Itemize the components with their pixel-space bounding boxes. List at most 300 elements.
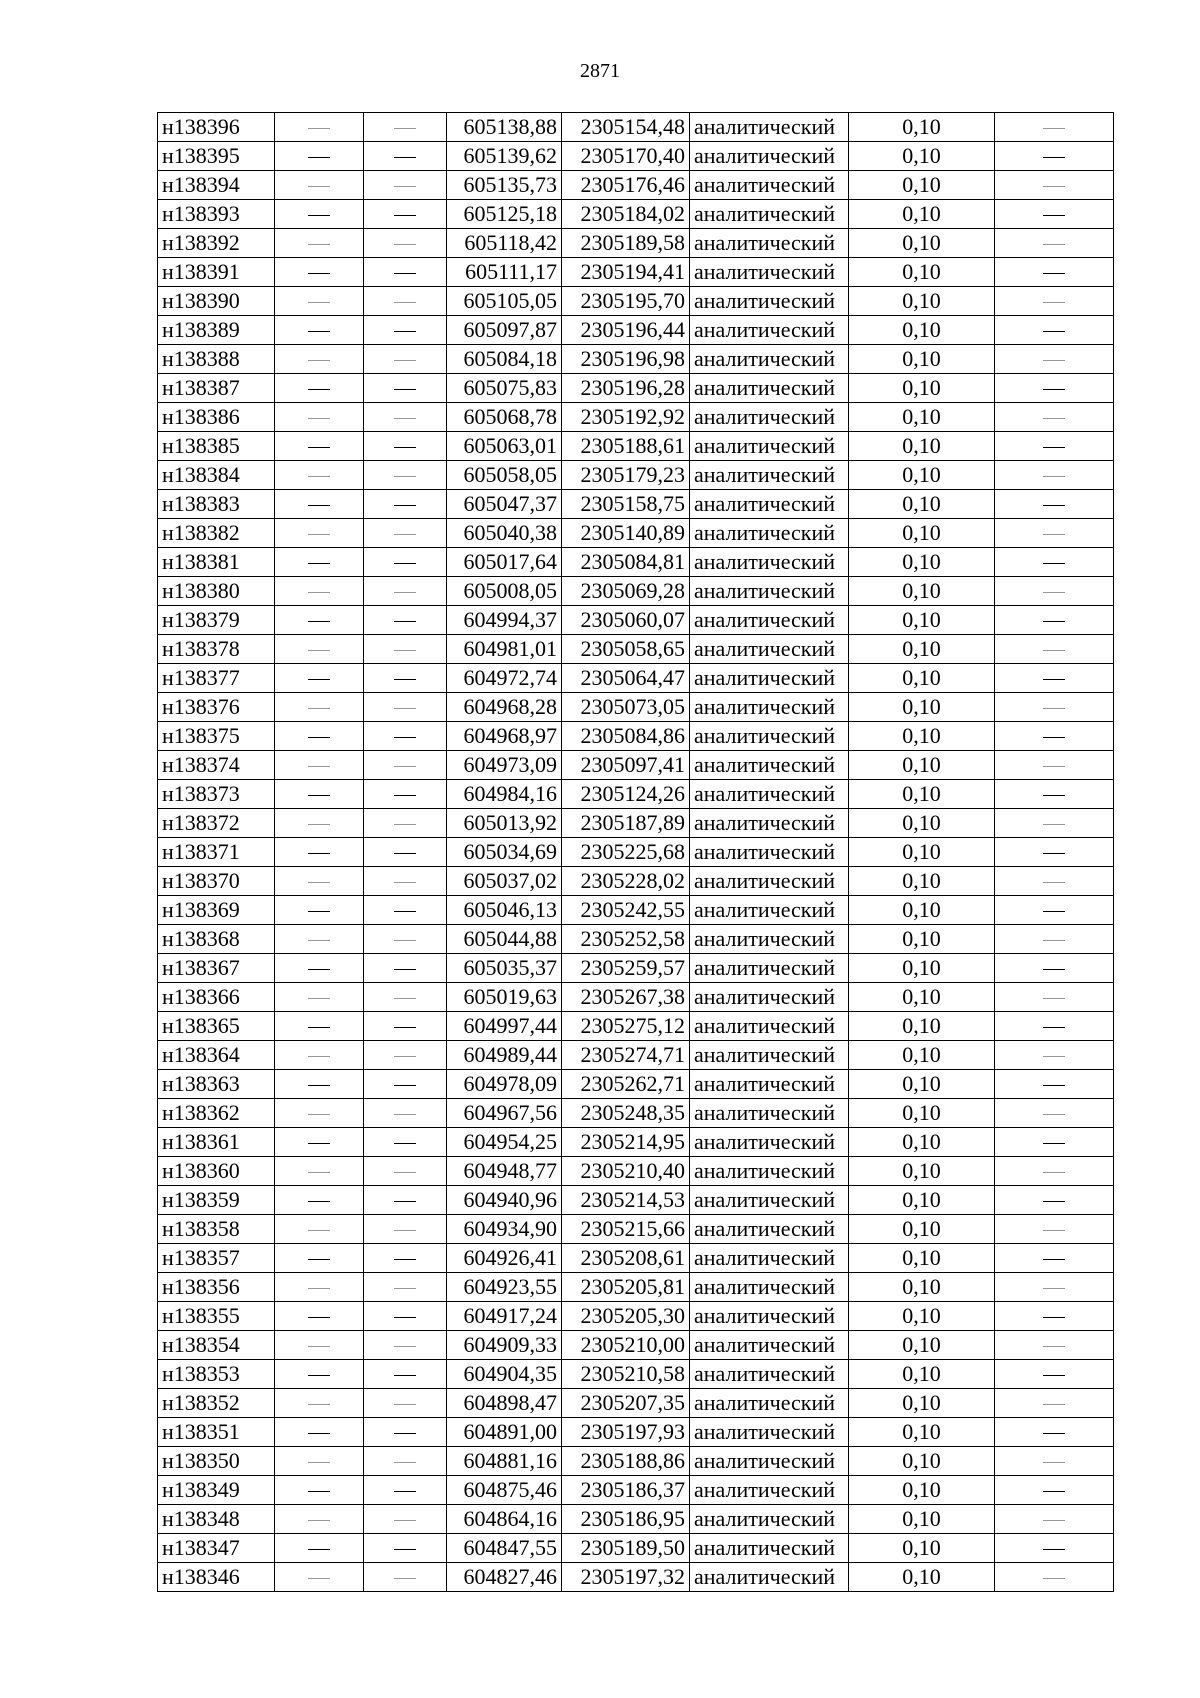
em-dash (308, 418, 330, 419)
accuracy-cell: 0,10 (849, 1244, 995, 1273)
dash-cell (275, 374, 364, 403)
accuracy-cell: 0,10 (849, 200, 995, 229)
em-dash (394, 998, 416, 999)
coord-y-cell: 2305124,26 (562, 780, 690, 809)
em-dash (308, 505, 330, 506)
dash-cell (364, 1302, 447, 1331)
em-dash (308, 882, 330, 883)
point-id-cell: н138357 (158, 1244, 275, 1273)
method-cell: аналитический (690, 664, 849, 693)
dash-cell (995, 345, 1114, 374)
coord-y-cell: 2305197,32 (562, 1563, 690, 1592)
accuracy-cell: 0,10 (849, 258, 995, 287)
method-cell: аналитический (690, 1128, 849, 1157)
em-dash (308, 273, 330, 274)
table-row (158, 316, 1114, 345)
coord-x-cell: 604997,44 (447, 1012, 562, 1041)
dash-cell (364, 751, 447, 780)
dash-cell (364, 171, 447, 200)
dash-cell (995, 925, 1114, 954)
coord-y-cell: 2305197,93 (562, 1418, 690, 1447)
em-dash (394, 1143, 416, 1144)
dash-cell (995, 954, 1114, 983)
dash-cell (364, 896, 447, 925)
em-dash (394, 853, 416, 854)
accuracy-cell: 0,10 (849, 664, 995, 693)
em-dash (308, 1201, 330, 1202)
em-dash (1043, 1230, 1065, 1231)
coord-x-cell: 605075,83 (447, 374, 562, 403)
em-dash (394, 969, 416, 970)
coord-x-cell: 604981,01 (447, 635, 562, 664)
em-dash (308, 1259, 330, 1260)
coord-y-cell: 2305225,68 (562, 838, 690, 867)
dash-cell (275, 838, 364, 867)
method-cell: аналитический (690, 1389, 849, 1418)
em-dash (394, 1520, 416, 1521)
method-cell: аналитический (690, 1244, 849, 1273)
accuracy-cell: 0,10 (849, 693, 995, 722)
accuracy-cell: 0,10 (849, 867, 995, 896)
coord-y-cell: 2305262,71 (562, 1070, 690, 1099)
em-dash (308, 1172, 330, 1173)
table-row (158, 1418, 1114, 1447)
dash-cell (364, 287, 447, 316)
dash-cell (364, 577, 447, 606)
point-id-cell: н138367 (158, 954, 275, 983)
em-dash (394, 737, 416, 738)
accuracy-cell: 0,10 (849, 1215, 995, 1244)
coord-x-cell: 605138,88 (447, 113, 562, 142)
method-cell: аналитический (690, 1331, 849, 1360)
em-dash (1043, 128, 1065, 129)
dash-cell (364, 635, 447, 664)
method-cell: аналитический (690, 693, 849, 722)
point-id-cell: н138361 (158, 1128, 275, 1157)
em-dash (394, 1404, 416, 1405)
dash-cell (275, 461, 364, 490)
accuracy-cell: 0,10 (849, 548, 995, 577)
em-dash (394, 679, 416, 680)
accuracy-cell: 0,10 (849, 519, 995, 548)
accuracy-cell: 0,10 (849, 1476, 995, 1505)
coord-x-cell: 605118,42 (447, 229, 562, 258)
method-cell: аналитический (690, 1041, 849, 1070)
point-id-cell: н138350 (158, 1447, 275, 1476)
em-dash (394, 940, 416, 941)
point-id-cell: н138394 (158, 171, 275, 200)
dash-cell (995, 751, 1114, 780)
table-row (158, 548, 1114, 577)
dash-cell (995, 1157, 1114, 1186)
em-dash (1043, 882, 1065, 883)
em-dash (308, 1317, 330, 1318)
dash-cell (995, 1302, 1114, 1331)
point-id-cell: н138372 (158, 809, 275, 838)
coord-y-cell: 2305275,12 (562, 1012, 690, 1041)
method-cell: аналитический (690, 1273, 849, 1302)
point-id-cell: н138359 (158, 1186, 275, 1215)
dash-cell (995, 1476, 1114, 1505)
method-cell: аналитический (690, 1418, 849, 1447)
method-cell: аналитический (690, 751, 849, 780)
point-id-cell: н138385 (158, 432, 275, 461)
coord-y-cell: 2305248,35 (562, 1099, 690, 1128)
em-dash (308, 1085, 330, 1086)
dash-cell (995, 693, 1114, 722)
coord-x-cell: 604994,37 (447, 606, 562, 635)
accuracy-cell: 0,10 (849, 1128, 995, 1157)
em-dash (308, 650, 330, 651)
dash-cell (995, 1389, 1114, 1418)
dash-cell (995, 1360, 1114, 1389)
em-dash (308, 1143, 330, 1144)
coord-x-cell: 605139,62 (447, 142, 562, 171)
point-id-cell: н138373 (158, 780, 275, 809)
coord-x-cell: 604909,33 (447, 1331, 562, 1360)
dash-cell (364, 1012, 447, 1041)
coord-y-cell: 2305205,81 (562, 1273, 690, 1302)
table-row (158, 1157, 1114, 1186)
table-row (158, 200, 1114, 229)
accuracy-cell: 0,10 (849, 1534, 995, 1563)
em-dash (308, 157, 330, 158)
em-dash (1043, 1462, 1065, 1463)
dash-cell (364, 780, 447, 809)
coord-x-cell: 605035,37 (447, 954, 562, 983)
dash-cell (275, 635, 364, 664)
em-dash (308, 1056, 330, 1057)
em-dash (394, 1578, 416, 1579)
accuracy-cell: 0,10 (849, 1360, 995, 1389)
dash-cell (364, 316, 447, 345)
coord-x-cell: 604968,28 (447, 693, 562, 722)
accuracy-cell: 0,10 (849, 606, 995, 635)
em-dash (308, 1520, 330, 1521)
point-id-cell: н138356 (158, 1273, 275, 1302)
em-dash (308, 1578, 330, 1579)
method-cell: аналитический (690, 1215, 849, 1244)
em-dash (394, 1259, 416, 1260)
coord-x-cell: 604940,96 (447, 1186, 562, 1215)
accuracy-cell: 0,10 (849, 983, 995, 1012)
method-cell: аналитический (690, 287, 849, 316)
coord-y-cell: 2305214,53 (562, 1186, 690, 1215)
coord-y-cell: 2305158,75 (562, 490, 690, 519)
em-dash (1043, 1259, 1065, 1260)
coord-x-cell: 605019,63 (447, 983, 562, 1012)
point-id-cell: н138352 (158, 1389, 275, 1418)
coord-x-cell: 605034,69 (447, 838, 562, 867)
point-id-cell: н138386 (158, 403, 275, 432)
dash-cell (364, 1244, 447, 1273)
em-dash (308, 1288, 330, 1289)
point-id-cell: н138371 (158, 838, 275, 867)
dash-cell (995, 374, 1114, 403)
accuracy-cell: 0,10 (849, 635, 995, 664)
point-id-cell: н138362 (158, 1099, 275, 1128)
coord-y-cell: 2305189,58 (562, 229, 690, 258)
dash-cell (995, 1244, 1114, 1273)
em-dash (394, 1462, 416, 1463)
dash-cell (995, 635, 1114, 664)
dash-cell (275, 809, 364, 838)
method-cell: аналитический (690, 780, 849, 809)
em-dash (394, 1027, 416, 1028)
point-id-cell: н138354 (158, 1331, 275, 1360)
point-id-cell: н138351 (158, 1418, 275, 1447)
dash-cell (995, 490, 1114, 519)
em-dash (1043, 534, 1065, 535)
em-dash (1043, 273, 1065, 274)
dash-cell (364, 113, 447, 142)
coord-y-cell: 2305154,48 (562, 113, 690, 142)
method-cell: аналитический (690, 374, 849, 403)
em-dash (308, 1346, 330, 1347)
coord-y-cell: 2305196,28 (562, 374, 690, 403)
dash-cell (364, 1041, 447, 1070)
point-id-cell: н138353 (158, 1360, 275, 1389)
table-row (158, 287, 1114, 316)
point-id-cell: н138393 (158, 200, 275, 229)
dash-cell (364, 258, 447, 287)
em-dash (394, 1288, 416, 1289)
em-dash (1043, 1288, 1065, 1289)
accuracy-cell: 0,10 (849, 287, 995, 316)
dash-cell (364, 983, 447, 1012)
dash-cell (275, 1302, 364, 1331)
coord-x-cell: 605047,37 (447, 490, 562, 519)
dash-cell (995, 664, 1114, 693)
table-row (158, 171, 1114, 200)
accuracy-cell: 0,10 (849, 1273, 995, 1302)
dash-cell (275, 1215, 364, 1244)
method-cell: аналитический (690, 113, 849, 142)
accuracy-cell: 0,10 (849, 780, 995, 809)
method-cell: аналитический (690, 1012, 849, 1041)
em-dash (394, 273, 416, 274)
dash-cell (364, 548, 447, 577)
coord-x-cell: 604891,00 (447, 1418, 562, 1447)
em-dash (394, 766, 416, 767)
dash-cell (364, 1389, 447, 1418)
coord-y-cell: 2305170,40 (562, 142, 690, 171)
dash-cell (995, 1012, 1114, 1041)
accuracy-cell: 0,10 (849, 142, 995, 171)
dash-cell (364, 432, 447, 461)
em-dash (1043, 1578, 1065, 1579)
dash-cell (364, 1070, 447, 1099)
point-id-cell: н138358 (158, 1215, 275, 1244)
dash-cell (275, 693, 364, 722)
table-row (158, 1476, 1114, 1505)
table-row (158, 1128, 1114, 1157)
accuracy-cell: 0,10 (849, 1041, 995, 1070)
dash-cell (364, 403, 447, 432)
em-dash (1043, 766, 1065, 767)
accuracy-cell: 0,10 (849, 1157, 995, 1186)
method-cell: аналитический (690, 490, 849, 519)
table-row (158, 722, 1114, 751)
em-dash (1043, 1433, 1065, 1434)
accuracy-cell: 0,10 (849, 751, 995, 780)
dash-cell (995, 548, 1114, 577)
method-cell: аналитический (690, 577, 849, 606)
dash-cell (364, 374, 447, 403)
em-dash (308, 534, 330, 535)
dash-cell (995, 171, 1114, 200)
coord-x-cell: 605046,13 (447, 896, 562, 925)
dash-cell (364, 925, 447, 954)
coord-x-cell: 605105,05 (447, 287, 562, 316)
table-row (158, 1563, 1114, 1592)
em-dash (308, 621, 330, 622)
method-cell: аналитический (690, 1476, 849, 1505)
em-dash (394, 186, 416, 187)
method-cell: аналитический (690, 1447, 849, 1476)
coord-y-cell: 2305097,41 (562, 751, 690, 780)
em-dash (308, 244, 330, 245)
em-dash (1043, 1346, 1065, 1347)
em-dash (1043, 1085, 1065, 1086)
em-dash (308, 1491, 330, 1492)
em-dash (1043, 1143, 1065, 1144)
coord-x-cell: 605135,73 (447, 171, 562, 200)
em-dash (308, 853, 330, 854)
dash-cell (995, 1041, 1114, 1070)
dash-cell (995, 780, 1114, 809)
dash-cell (275, 1534, 364, 1563)
em-dash (1043, 1172, 1065, 1173)
em-dash (394, 1375, 416, 1376)
dash-cell (364, 1273, 447, 1302)
dash-cell (995, 1331, 1114, 1360)
accuracy-cell: 0,10 (849, 954, 995, 983)
method-cell: аналитический (690, 1360, 849, 1389)
coord-y-cell: 2305186,95 (562, 1505, 690, 1534)
accuracy-cell: 0,10 (849, 1331, 995, 1360)
dash-cell (275, 664, 364, 693)
em-dash (1043, 1491, 1065, 1492)
coord-x-cell: 604984,16 (447, 780, 562, 809)
dash-cell (275, 896, 364, 925)
dash-cell (275, 171, 364, 200)
dash-cell (364, 838, 447, 867)
coord-y-cell: 2305210,40 (562, 1157, 690, 1186)
point-id-cell: н138383 (158, 490, 275, 519)
em-dash (1043, 186, 1065, 187)
coord-y-cell: 2305242,55 (562, 896, 690, 925)
point-id-cell: н138387 (158, 374, 275, 403)
dash-cell (275, 1476, 364, 1505)
method-cell: аналитический (690, 403, 849, 432)
point-id-cell: н138363 (158, 1070, 275, 1099)
point-id-cell: н138378 (158, 635, 275, 664)
accuracy-cell: 0,10 (849, 722, 995, 751)
point-id-cell: н138396 (158, 113, 275, 142)
dash-cell (995, 258, 1114, 287)
coord-y-cell: 2305196,44 (562, 316, 690, 345)
em-dash (394, 215, 416, 216)
dash-cell (364, 1447, 447, 1476)
em-dash (1043, 708, 1065, 709)
dash-cell (995, 867, 1114, 896)
table-row (158, 693, 1114, 722)
dash-cell (995, 200, 1114, 229)
dash-cell (275, 983, 364, 1012)
point-id-cell: н138392 (158, 229, 275, 258)
em-dash (1043, 824, 1065, 825)
accuracy-cell: 0,10 (849, 490, 995, 519)
table-row (158, 1389, 1114, 1418)
em-dash (308, 302, 330, 303)
method-cell: аналитический (690, 461, 849, 490)
coord-x-cell: 605008,05 (447, 577, 562, 606)
dash-cell (275, 316, 364, 345)
coord-x-cell: 604926,41 (447, 1244, 562, 1273)
coord-x-cell: 604904,35 (447, 1360, 562, 1389)
coord-x-cell: 604917,24 (447, 1302, 562, 1331)
em-dash (308, 824, 330, 825)
dash-cell (275, 1186, 364, 1215)
em-dash (394, 389, 416, 390)
point-id-cell: н138389 (158, 316, 275, 345)
em-dash (308, 1375, 330, 1376)
accuracy-cell: 0,10 (849, 171, 995, 200)
em-dash (308, 1114, 330, 1115)
method-cell: аналитический (690, 809, 849, 838)
table-row (158, 954, 1114, 983)
em-dash (394, 1317, 416, 1318)
point-id-cell: н138355 (158, 1302, 275, 1331)
dash-cell (275, 1157, 364, 1186)
table-row (158, 867, 1114, 896)
point-id-cell: н138377 (158, 664, 275, 693)
dash-cell (995, 606, 1114, 635)
method-cell: аналитический (690, 200, 849, 229)
dash-cell (275, 1389, 364, 1418)
dash-cell (364, 461, 447, 490)
coord-y-cell: 2305210,00 (562, 1331, 690, 1360)
dash-cell (364, 1505, 447, 1534)
point-id-cell: н138370 (158, 867, 275, 896)
dash-cell (364, 1331, 447, 1360)
dash-cell (364, 1563, 447, 1592)
dash-cell (364, 1157, 447, 1186)
dash-cell (995, 722, 1114, 751)
table-row (158, 374, 1114, 403)
coord-y-cell: 2305192,92 (562, 403, 690, 432)
table-row (158, 751, 1114, 780)
em-dash (394, 1056, 416, 1057)
em-dash (1043, 940, 1065, 941)
table-row (158, 519, 1114, 548)
table-row (158, 1447, 1114, 1476)
em-dash (308, 186, 330, 187)
dash-cell (364, 954, 447, 983)
dash-cell (995, 577, 1114, 606)
method-cell: аналитический (690, 258, 849, 287)
dash-cell (275, 925, 364, 954)
method-cell: аналитический (690, 983, 849, 1012)
em-dash (394, 708, 416, 709)
table-row (158, 142, 1114, 171)
em-dash (308, 1433, 330, 1434)
point-id-cell: н138374 (158, 751, 275, 780)
accuracy-cell: 0,10 (849, 374, 995, 403)
em-dash (1043, 1201, 1065, 1202)
dash-cell (995, 983, 1114, 1012)
